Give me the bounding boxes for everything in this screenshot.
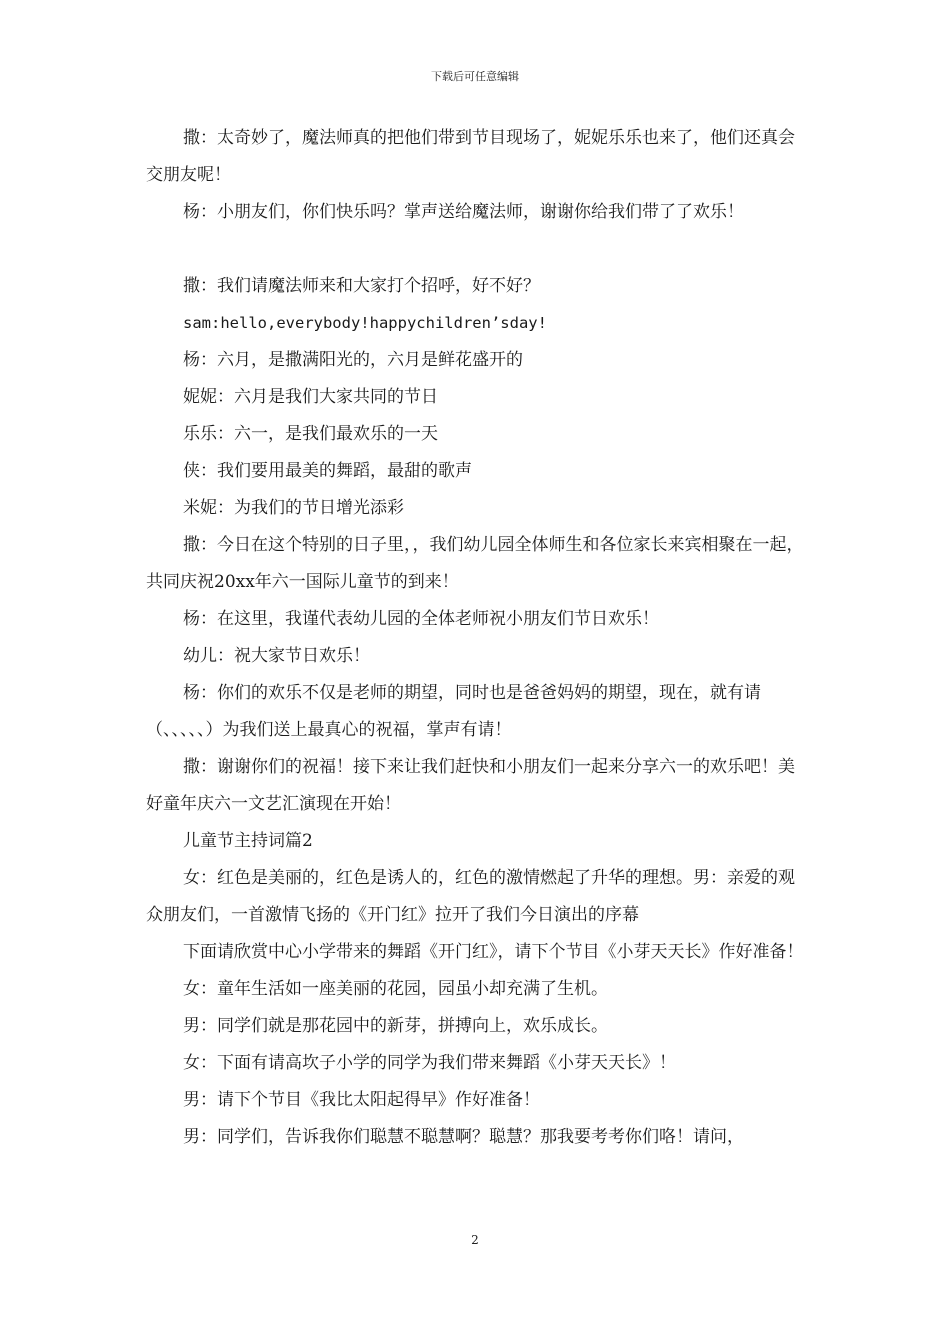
paragraph: 下面请欣赏中心小学带来的舞蹈《开门红》，请下个节目《小芽天天长》作好准备！ xyxy=(183,942,804,962)
paragraph: 撒：谢谢你们的祝福！接下来让我们赶快和小朋友们一起来分享六一的欢乐吧！美好童年庆六一文艺汇演现在开始！ xyxy=(146,757,795,814)
paragraph: 男：请下个节目《我比太阳起得早》作好准备！ xyxy=(183,1090,540,1110)
paragraph: sam:hello,everybody!happychildren’sday! xyxy=(183,314,547,332)
paragraph: 女：红色是美丽的，红色是诱人的，红色的激情燃起了升华的理想。男：亲爱的观众朋友们，一首激情飞扬的《开门红》拉开了我们今日演出的序幕 xyxy=(146,868,795,925)
paragraph: 撒：今日在这个特别的日子里，，我们幼儿园全体师生和各位家长来宾相聚在一起，共同庆祝20xx年六一国际儿童节的到来！ xyxy=(146,535,804,592)
blank-line xyxy=(146,231,810,268)
paragraph: 男：同学们，告诉我你们聪慧不聪慧啊？聪慧？那我要考考你们咯！请问， xyxy=(183,1127,744,1147)
paragraph: 撒：太奇妙了，魔法师真的把他们带到节目现场了，妮妮乐乐也来了，他们还真会交朋友呢！ xyxy=(146,128,795,185)
paragraph: 杨：小朋友们，你们快乐吗？掌声送给魔法师，谢谢你给我们带了了欢乐！ xyxy=(183,202,744,222)
page-header: 下载后可任意编辑 xyxy=(431,70,519,83)
paragraph: 杨：在这里，我谨代表幼儿园的全体老师祝小朋友们节日欢乐！ xyxy=(183,609,659,629)
paragraph: 侠：我们要用最美的舞蹈，最甜的歌声 xyxy=(183,461,472,481)
paragraph: 杨：六月，是撒满阳光的，六月是鲜花盛开的 xyxy=(183,350,523,370)
paragraph: 男：同学们就是那花园中的新芽，拼搏向上，欢乐成长。 xyxy=(183,1016,608,1036)
page-number: 2 xyxy=(471,1233,479,1247)
body-text xyxy=(146,120,810,1156)
paragraph: 撒：我们请魔法师来和大家打个招呼，好不好？ xyxy=(183,276,540,296)
paragraph: 杨：你们的欢乐不仅是老师的期望，同时也是爸爸妈妈的期望，现在，就有请（、、、、、）为我们送上最真心的祝福，掌声有请！ xyxy=(146,683,761,740)
paragraph: 幼儿：祝大家节日欢乐！ xyxy=(183,646,370,666)
paragraph: 女：童年生活如一座美丽的花园，园虽小却充满了生机。 xyxy=(183,979,608,999)
paragraph: 妮妮：六月是我们大家共同的节日 xyxy=(183,387,438,407)
paragraph: 女：下面有请高坎子小学的同学为我们带来舞蹈《小芽天天长》！ xyxy=(183,1053,676,1073)
paragraph: 米妮：为我们的节日增光添彩 xyxy=(183,498,404,518)
paragraph: 乐乐：六一，是我们最欢乐的一天 xyxy=(183,424,438,444)
section-title: 儿童节主持词篇2 xyxy=(183,831,313,851)
